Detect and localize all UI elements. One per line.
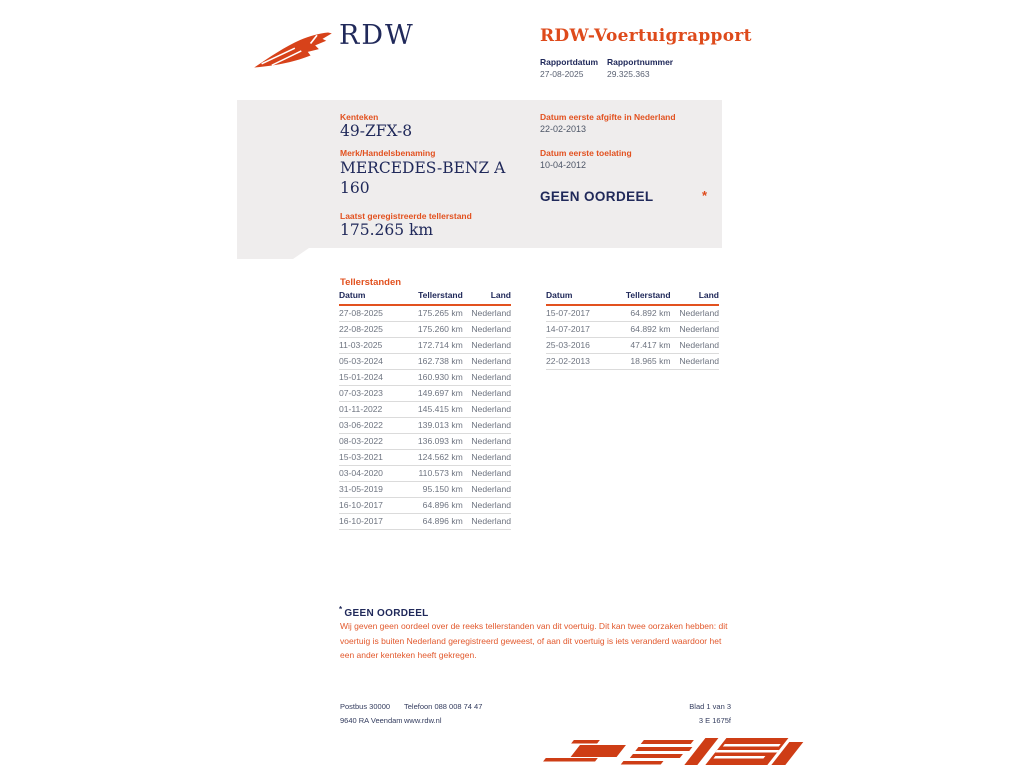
- cell-datum: 15-01-2024: [339, 370, 401, 386]
- tellerstanden-section-title: Tellerstanden: [340, 277, 402, 288]
- footer-website: www.rdw.nl: [404, 716, 442, 725]
- cell-datum: 15-07-2017: [546, 305, 608, 322]
- report-number-value: 29.325.363: [607, 69, 650, 79]
- column-header-land: Land: [463, 290, 511, 305]
- footnote-asterisk: *: [339, 605, 343, 614]
- cell-land: Nederland: [463, 354, 511, 370]
- footer-address-line2: 9640 RA Veendam: [340, 716, 403, 725]
- cell-land: Nederland: [671, 305, 719, 322]
- eerste-toelating-value: 10-04-2012: [540, 160, 587, 170]
- cell-land: Nederland: [463, 370, 511, 386]
- table-row: [339, 482, 511, 498]
- laatste-tellerstand-label: Laatst geregistreerde tellerstand: [340, 211, 472, 221]
- cell-land: Nederland: [671, 354, 719, 370]
- report-date-value: 27-08-2025: [540, 69, 584, 79]
- cell-land: Nederland: [671, 322, 719, 338]
- table-row: [546, 322, 719, 338]
- cell-tellerstand: 172.714 km: [401, 338, 463, 354]
- footer-page-number: Blad 1 van 3: [689, 702, 731, 711]
- column-header-datum: Datum: [339, 290, 401, 305]
- merk-label: Merk/Handelsbenaming: [340, 148, 436, 158]
- cell-datum: 05-03-2024: [339, 354, 401, 370]
- cell-tellerstand: 110.573 km: [401, 466, 463, 482]
- footnote-title: [339, 605, 429, 619]
- table-row: [339, 338, 511, 354]
- cell-tellerstand: 64.896 km: [401, 514, 463, 530]
- cell-land: Nederland: [463, 386, 511, 402]
- cell-tellerstand: 64.896 km: [401, 498, 463, 514]
- verdict-asterisk: *: [702, 188, 708, 203]
- cell-tellerstand: 149.697 km: [401, 386, 463, 402]
- cell-datum: 03-04-2020: [339, 466, 401, 482]
- cell-land: Nederland: [463, 514, 511, 530]
- cell-tellerstand: 160.930 km: [401, 370, 463, 386]
- merk-value: MERCEDES-BENZ A 160: [340, 159, 506, 197]
- cell-datum: 25-03-2016: [546, 338, 608, 354]
- cell-datum: 16-10-2017: [339, 514, 401, 530]
- cell-tellerstand: 95.150 km: [401, 482, 463, 498]
- table-header-row: [546, 290, 719, 305]
- report-title: RDW-Voertuigrapport: [540, 26, 752, 46]
- cell-datum: 15-03-2021: [339, 450, 401, 466]
- cell-land: Nederland: [463, 402, 511, 418]
- laatste-tellerstand-value: 175.265 km: [340, 221, 434, 239]
- vehicle-summary-box-tail: [237, 248, 309, 259]
- cell-land: Nederland: [463, 434, 511, 450]
- cell-tellerstand: 18.965 km: [608, 354, 670, 370]
- table-row: [546, 354, 719, 370]
- table-row: [339, 514, 511, 530]
- column-header-datum: Datum: [546, 290, 608, 305]
- column-header-land: Land: [671, 290, 719, 305]
- cell-tellerstand: 47.417 km: [608, 338, 670, 354]
- cell-tellerstand: 64.892 km: [608, 305, 670, 322]
- cell-datum: 08-03-2022: [339, 434, 401, 450]
- cell-land: Nederland: [671, 338, 719, 354]
- cell-land: Nederland: [463, 466, 511, 482]
- table-row: [339, 450, 511, 466]
- decorative-stripes-graphic: [543, 736, 820, 768]
- rdw-logo-text: RDW: [339, 20, 415, 51]
- table-row: [339, 354, 511, 370]
- footnote-title-text: GEEN OORDEEL: [344, 608, 429, 619]
- table-row: [546, 305, 719, 322]
- cell-land: Nederland: [463, 482, 511, 498]
- table-row: [339, 370, 511, 386]
- cell-datum: 03-06-2022: [339, 418, 401, 434]
- report-number-label: Rapportnummer: [607, 57, 674, 67]
- cell-land: Nederland: [463, 450, 511, 466]
- table-row: [339, 402, 511, 418]
- cell-datum: 01-11-2022: [339, 402, 401, 418]
- cell-land: Nederland: [463, 322, 511, 338]
- footer-phone: Telefoon 088 008 74 47: [404, 702, 483, 711]
- eerste-afgifte-value: 22-02-2013: [540, 124, 587, 134]
- cell-tellerstand: 175.260 km: [401, 322, 463, 338]
- kenteken-label: Kenteken: [340, 112, 379, 122]
- eerste-toelating-label: Datum eerste toelating: [540, 148, 632, 158]
- cell-land: Nederland: [463, 338, 511, 354]
- column-header-tellerstand: Tellerstand: [401, 290, 463, 305]
- table-row: [339, 418, 511, 434]
- footnote-paragraph: Wij geven geen oordeel over de reeks tellerstanden van dit voertuig. Dit kan twee oorzaken hebben: dit voertuig is buiten Nederland geregistreerd geweest, of aan dit voertuig is iets veranderd waardoor het een ander kenteken heeft gekregen.: [340, 621, 728, 660]
- report-date-label: Rapportdatum: [540, 57, 599, 67]
- cell-datum: 22-08-2025: [339, 322, 401, 338]
- table-row: [339, 466, 511, 482]
- cell-land: Nederland: [463, 418, 511, 434]
- table-row: [339, 498, 511, 514]
- tellerstanden-table-left: [339, 290, 511, 530]
- cell-tellerstand: 175.265 km: [401, 305, 463, 322]
- table-row: [339, 322, 511, 338]
- cell-land: Nederland: [463, 498, 511, 514]
- table-row: [546, 338, 719, 354]
- cell-tellerstand: 162.738 km: [401, 354, 463, 370]
- cell-tellerstand: 64.892 km: [608, 322, 670, 338]
- cell-datum: 22-02-2013: [546, 354, 608, 370]
- kenteken-value: 49-ZFX-8: [340, 122, 413, 140]
- tellerstanden-table-right: [546, 290, 719, 370]
- cell-datum: 27-08-2025: [339, 305, 401, 322]
- eerste-afgifte-label: Datum eerste afgifte in Nederland: [540, 112, 676, 122]
- table-row: [339, 305, 511, 322]
- footer-form-code: 3 E 1675f: [698, 716, 731, 725]
- rdw-bird-logo-icon: [252, 26, 334, 74]
- column-header-tellerstand: Tellerstand: [608, 290, 670, 305]
- table-row: [339, 386, 511, 402]
- table-row: [339, 434, 511, 450]
- cell-tellerstand: 145.415 km: [401, 402, 463, 418]
- verdict-text: GEEN OORDEEL: [540, 189, 654, 204]
- footer-address-line1: Postbus 30000: [340, 702, 391, 711]
- cell-datum: 14-07-2017: [546, 322, 608, 338]
- cell-datum: 07-03-2023: [339, 386, 401, 402]
- cell-tellerstand: 124.562 km: [401, 450, 463, 466]
- table-header-row: [339, 290, 511, 305]
- cell-tellerstand: 136.093 km: [401, 434, 463, 450]
- cell-datum: 31-05-2019: [339, 482, 401, 498]
- cell-datum: 11-03-2025: [339, 338, 401, 354]
- cell-land: Nederland: [463, 305, 511, 322]
- cell-datum: 16-10-2017: [339, 498, 401, 514]
- cell-tellerstand: 139.013 km: [401, 418, 463, 434]
